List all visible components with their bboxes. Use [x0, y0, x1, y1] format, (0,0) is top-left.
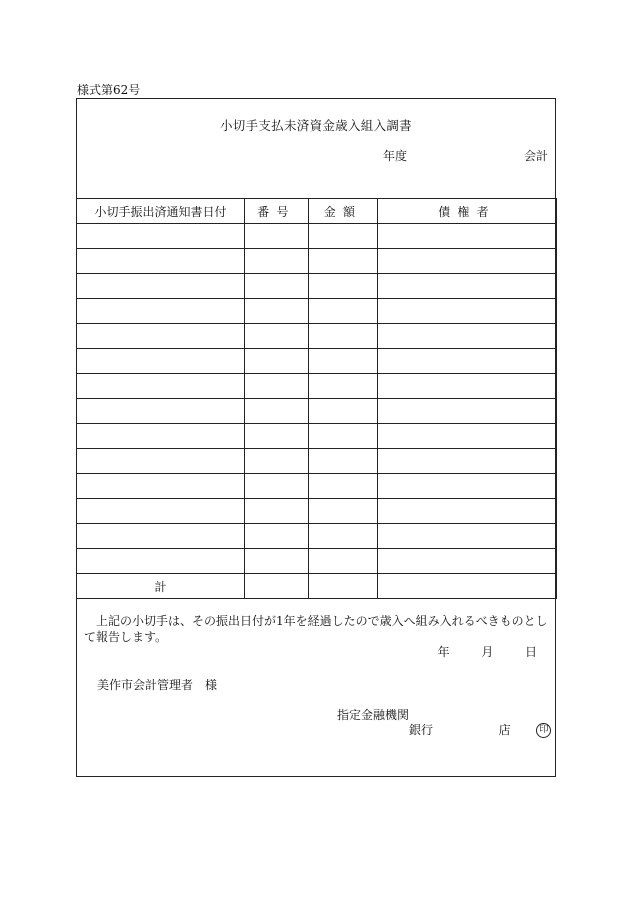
table-row — [77, 324, 557, 349]
table-cell[interactable] — [378, 224, 557, 249]
table-cell[interactable] — [77, 549, 245, 574]
ledger-table — [76, 198, 557, 599]
table-row — [77, 449, 557, 474]
document-title: 小切手支払未済資金歳入組入調書 — [219, 118, 412, 133]
table-row — [77, 374, 557, 399]
table-cell[interactable] — [77, 374, 245, 399]
designated-institution-label: 指定金融機関 — [337, 708, 410, 722]
table-row — [77, 424, 557, 449]
table-cell[interactable] — [245, 374, 309, 399]
table-header-row — [77, 199, 557, 224]
total-number-cell[interactable] — [245, 574, 309, 599]
seal-mark: 印 — [536, 723, 551, 738]
table-row — [77, 299, 557, 324]
table-cell[interactable] — [309, 474, 378, 499]
table-cell[interactable] — [245, 249, 309, 274]
table-cell[interactable] — [309, 399, 378, 424]
table-cell[interactable] — [77, 224, 245, 249]
bank-label: 銀行 — [409, 723, 434, 737]
table-cell[interactable] — [378, 399, 557, 424]
table-row — [77, 349, 557, 374]
table-cell[interactable] — [77, 349, 245, 374]
table-cell[interactable] — [309, 299, 378, 324]
table-cell[interactable] — [378, 274, 557, 299]
bank-branch-line — [409, 723, 551, 738]
table-cell[interactable] — [309, 524, 378, 549]
table-cell[interactable] — [309, 224, 378, 249]
total-creditor-cell[interactable] — [378, 574, 557, 599]
table-row — [77, 249, 557, 274]
addressee: 美作市会計管理者 様 — [97, 678, 218, 692]
table-row — [77, 524, 557, 549]
ledger-body — [77, 224, 557, 574]
table-cell[interactable] — [245, 274, 309, 299]
table-cell[interactable] — [77, 424, 245, 449]
table-cell[interactable] — [378, 499, 557, 524]
table-cell[interactable] — [77, 449, 245, 474]
table-cell[interactable] — [309, 424, 378, 449]
table-cell[interactable] — [378, 549, 557, 574]
table-cell[interactable] — [245, 299, 309, 324]
report-statement: 上記の小切手は、その振出日付が1年を経過したので歳入へ組み入れるべきものとして報告します。 — [84, 614, 548, 644]
table-cell[interactable] — [245, 474, 309, 499]
table-row — [77, 499, 557, 524]
table-cell[interactable] — [378, 449, 557, 474]
table-cell[interactable] — [378, 349, 557, 374]
fiscal-year-label: 年度 — [383, 149, 408, 163]
table-row — [77, 274, 557, 299]
header-number: 番号 — [245, 199, 309, 224]
day-label: 日 — [524, 645, 537, 659]
total-label: 計 — [77, 574, 245, 599]
table-cell[interactable] — [309, 249, 378, 274]
header-creditor: 債権者 — [378, 199, 557, 224]
table-cell[interactable] — [245, 449, 309, 474]
table-cell[interactable] — [309, 449, 378, 474]
table-cell[interactable] — [378, 474, 557, 499]
month-label: 月 — [481, 645, 494, 659]
table-row — [77, 474, 557, 499]
table-row — [77, 224, 557, 249]
table-row — [77, 399, 557, 424]
header-amount: 金額 — [309, 199, 378, 224]
table-cell[interactable] — [378, 374, 557, 399]
table-cell[interactable] — [77, 274, 245, 299]
table-cell[interactable] — [309, 374, 378, 399]
form-number: 様式第62号 — [77, 83, 141, 97]
table-cell[interactable] — [77, 474, 245, 499]
table-cell[interactable] — [77, 399, 245, 424]
table-cell[interactable] — [245, 424, 309, 449]
table-cell[interactable] — [245, 399, 309, 424]
table-cell[interactable] — [245, 224, 309, 249]
table-cell[interactable] — [77, 524, 245, 549]
total-row — [77, 574, 557, 599]
table-cell[interactable] — [378, 249, 557, 274]
report-date — [438, 645, 537, 659]
table-cell[interactable] — [77, 499, 245, 524]
total-amount-cell[interactable] — [309, 574, 378, 599]
header-check-date: 小切手振出済通知書日付 — [77, 199, 245, 224]
account-label: 会計 — [523, 149, 548, 163]
table-cell[interactable] — [378, 524, 557, 549]
table-cell[interactable] — [309, 549, 378, 574]
branch-label: 店 — [498, 723, 511, 737]
table-cell[interactable] — [245, 549, 309, 574]
table-cell[interactable] — [245, 349, 309, 374]
table-cell[interactable] — [245, 324, 309, 349]
table-cell[interactable] — [309, 499, 378, 524]
table-cell[interactable] — [245, 499, 309, 524]
table-cell[interactable] — [309, 349, 378, 374]
table-cell[interactable] — [245, 524, 309, 549]
form-frame — [76, 98, 556, 777]
table-row — [77, 549, 557, 574]
table-cell[interactable] — [77, 324, 245, 349]
table-cell[interactable] — [378, 299, 557, 324]
table-cell[interactable] — [309, 324, 378, 349]
table-cell[interactable] — [77, 299, 245, 324]
table-cell[interactable] — [378, 424, 557, 449]
table-cell[interactable] — [378, 324, 557, 349]
table-cell[interactable] — [77, 249, 245, 274]
table-cell[interactable] — [309, 274, 378, 299]
year-label: 年 — [437, 645, 450, 659]
